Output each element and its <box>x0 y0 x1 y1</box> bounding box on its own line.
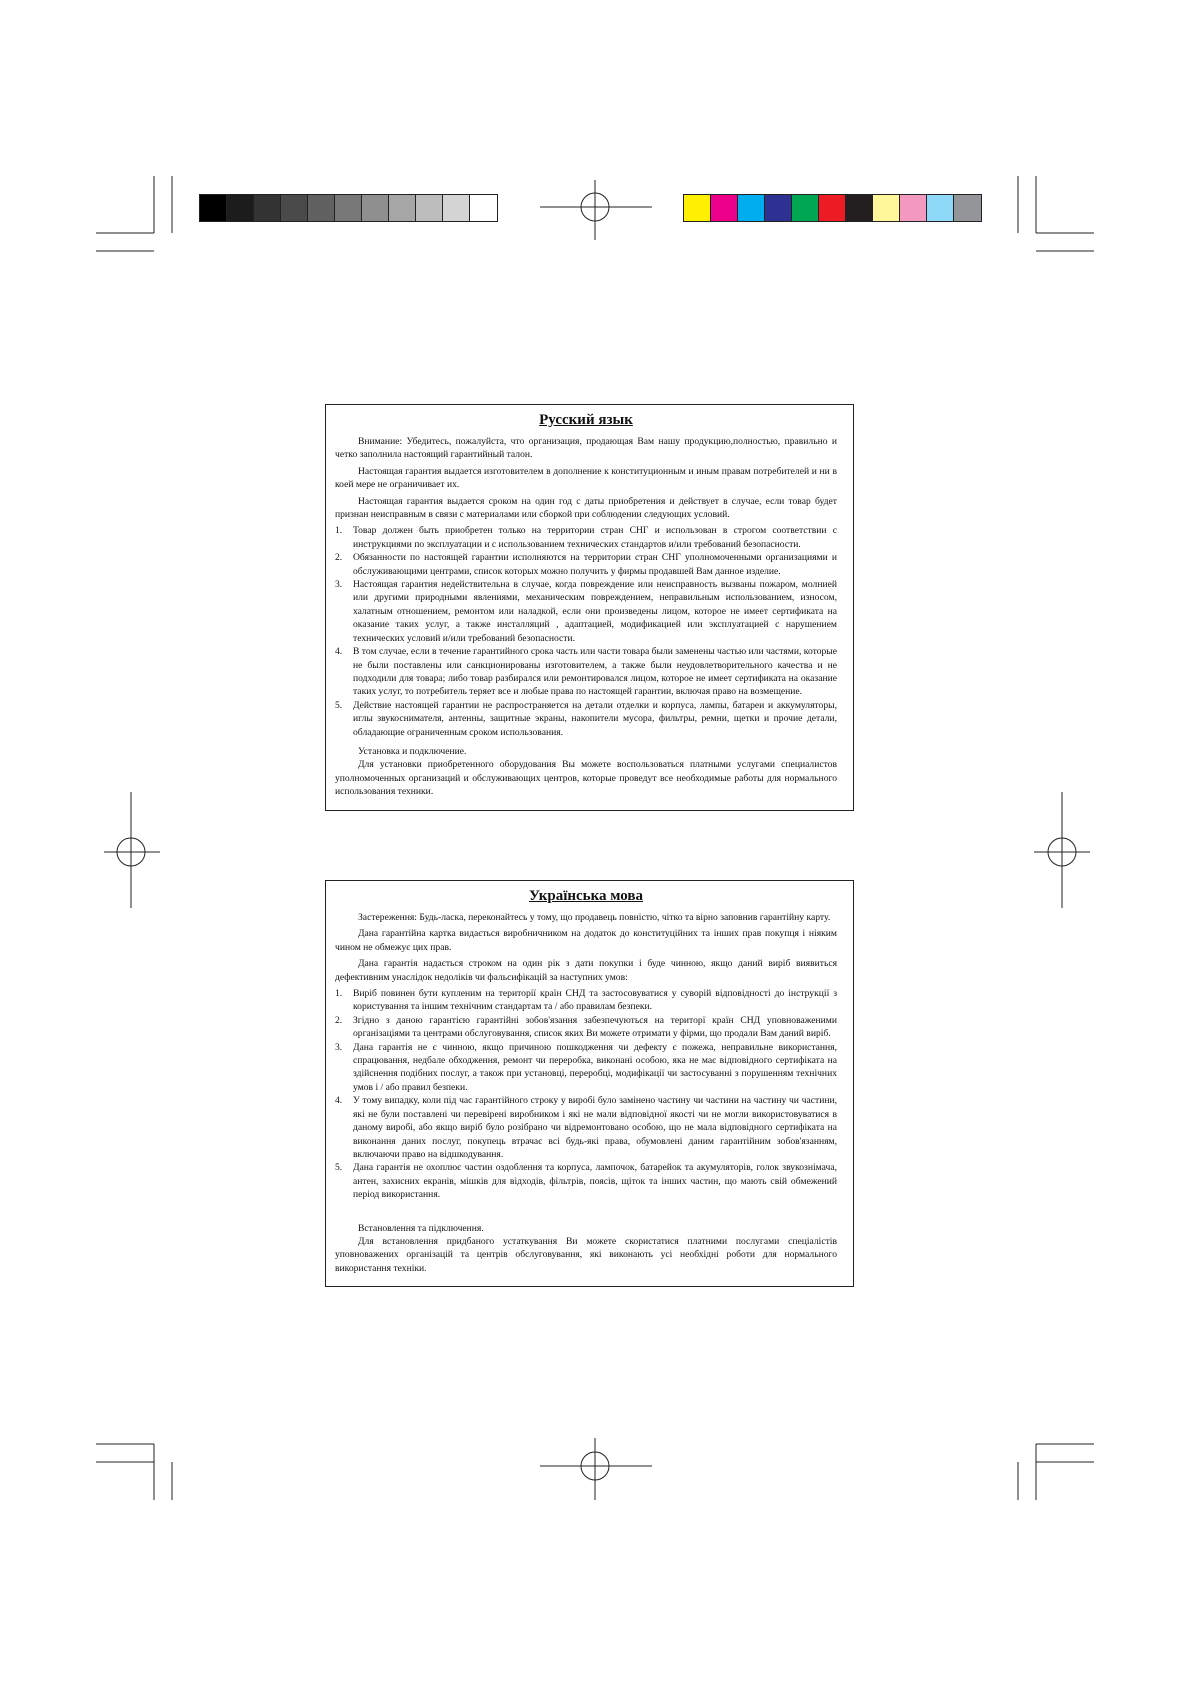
russian-title: Русский язык <box>539 412 633 428</box>
registration-target-bottom <box>540 1438 652 1500</box>
russian-install-text: Для установки приобретенного оборудования Вы можете воспользоваться платными услугами специалистов уполномоченных организаций и обслуживающих центров, которые проведут все необходимые работы для нормального использования техники. <box>335 759 837 798</box>
ukrainian-install-text: Для встановлення придбаного устаткування Ви можете скористатися платними послугами спеціалістів уповноважених організацій та центрів обслуговування, які виконають усі необхідні роботи для нормального використання техніки. <box>335 1235 837 1274</box>
registration-target-top <box>540 180 652 240</box>
registration-target-right <box>1034 792 1090 908</box>
list-item: 2. Обязанности по настоящей гарантии исполняются на территории стран СНГ уполномоченными организациями и обслуживающими центрами, список которых можно получить у фирмы продавшей Вам данное изделие. <box>335 552 837 577</box>
color-swatch <box>738 195 765 221</box>
color-swatch <box>335 195 362 221</box>
russian-intro-paragraph: Настоящая гарантия выдается изготовителем в дополнение к конституционным и иным правам потребителей и ни в коей мере не ограничивает их. <box>335 465 837 491</box>
list-item: 3. Дана гарантія не є чинною, якщо причиною пошкодження чи дефекту є пожежа, неправильне використання, спрацювання, недбале обходження, ремонт чи переробка, виконані особою, яка не має відповідного сертифіката на здійснення подібних послуг, а також при установці, переробці, модифікації чи застосуванні з порушенням технічних умов і / або правил безпеки. <box>335 1041 837 1093</box>
ukrainian-intro-paragraph: Застереження: Будь-ласка, переконайтесь у тому, що продавець повністю, чітко та вірно заповнив гарантійну карту. <box>358 912 831 923</box>
registration-target-left <box>104 792 160 908</box>
spacer <box>335 1208 837 1222</box>
ukrainian-conditions-list <box>335 987 837 1202</box>
color-swatch <box>416 195 443 221</box>
color-swatch <box>819 195 846 221</box>
color-swatch <box>443 195 470 221</box>
list-item: 3. Настоящая гарантия недействительна в случае, когда повреждение или неисправность вызваны пожаром, молнией или другими природными явлениями, механическим повреждением, неправильным использованием, износом, халатным отношением, ремонтом или наладкой, если они произведены лицом, которое не имеет сертификата на оказание таких услуг, а также инсталляций , адаптацией, модификацией или эксплуатацией с нарушением технических условий и/или требований безопасности. <box>335 579 837 644</box>
color-swatch <box>711 195 738 221</box>
color-swatch <box>362 195 389 221</box>
color-swatch <box>846 195 873 221</box>
list-item: 4. У тому випадку, коли під час гарантійного строку у виробі було замінено частину чи частини на частину чи частини, які не були поставлені чи перевірені виробником і які не мали відповідної якості чи не могли використовуватися в даному виробі, або якщо виріб було розібрано чи відремонтовано особою, що не мала відповідного сертифіката на виконання даних послуг, покупець втрачає всі будь-які права, обумовлені даним гарантійним зобов'язанням, включаючи право на відшкодування. <box>335 1095 837 1160</box>
color-swatch <box>254 195 281 221</box>
color-swatch <box>954 195 981 221</box>
color-swatch <box>227 195 254 221</box>
list-item: 1. Товар должен быть приобретен только на территории стран СНГ и использован в строгом соответствии с инструкциями по эксплуатации и с использованием технических стандартов и/или требований безопасности. <box>335 525 837 550</box>
russian-conditions-list <box>335 524 837 739</box>
list-item: 5. Действие настоящей гарантии не распространяется на детали отделки и корпуса, лампы, батареи и аккумуляторы, иглы звукоснимателя, антенны, защитные экраны, накопители мусора, фильтры, ремни, щетки и прочие детали, обладающие ограниченным сроком использования. <box>335 699 837 738</box>
ukrainian-intro-paragraph: Дана гарантійна картка видається виробничником на додаток до конституційних та інших прав покупця і ніяким чином не обмежує цих прав. <box>335 928 837 953</box>
ukrainian-warranty-panel <box>325 880 854 1287</box>
russian-intro-paragraph: Внимание: Убедитесь, пожалуйста, что организация, продающая Вам нашу продукцию,полностью, правильно и четко заполнила настоящий гарантийный талон. <box>335 436 837 461</box>
list-item: 1. Виріб повинен бути купленим на території країн СНД та застосовуватися у суворій відповідності до інструкції з користування та іншим технічним стандартам та / або правилам безпеки. <box>335 988 837 1013</box>
ukrainian-intro-paragraph: Дана гарантія надається строком на один рік з дати покупки і буде чинною, якщо даний виріб виявиться дефективним унаслідок недоліків чи фальсифікацій за наступних умов: <box>335 958 837 983</box>
color-swatch <box>200 195 227 221</box>
color-swatch <box>765 195 792 221</box>
color-swatch <box>281 195 308 221</box>
grayscale-swatch-bar <box>199 194 498 222</box>
color-swatch <box>470 195 497 221</box>
color-swatch <box>308 195 335 221</box>
color-swatch <box>927 195 954 221</box>
list-item: 4. В том случае, если в течение гарантийного срока часть или части товара были заменены частью или частями, которые не были поставлены или санкционированы изготовителем, а также были неудовлетворительного качества и не подходили для товара; либо товар разбирался или ремонтировался лицом, которое не имеет сертификата на оказание таких услуг, то потребитель теряет все и любые права по настоящей гарантии, включая право на возмещение. <box>335 646 838 698</box>
russian-warranty-panel <box>325 404 854 811</box>
color-swatch <box>873 195 900 221</box>
color-swatch <box>900 195 927 221</box>
russian-intro-paragraph: Настоящая гарантия выдается сроком на один год с даты приобретения и действует в случае, если товар будет признан неисправным в связи с материалами или сборкой при соблюдении следующих условий. <box>335 495 837 521</box>
list-item: 5. Дана гарантія не охоплює частин оздоблення та корпуса, лампочок, батарейок та акумуляторів, голок звукознімача, антен, захисних екранів, мішків для відходів, фільтрів, поясів, щіток та інших частин, що мають свій обмежений період використання. <box>335 1162 837 1201</box>
color-swatch <box>792 195 819 221</box>
ukrainian-title: Українська мова <box>528 888 644 904</box>
color-swatch-bar <box>683 194 982 222</box>
color-swatch <box>389 195 416 221</box>
russian-install-heading: Установка и подключение. <box>358 745 467 757</box>
ukrainian-install-heading: Встановлення та підключення. <box>358 1222 484 1234</box>
color-swatch <box>684 195 711 221</box>
list-item: 2. Згідно з даною гарантією гарантійні зобов'язання забезпечуються на територї країн СНД уповноваженими організаціями та центрами обслуговування, список яких Ви можете отримати у фірми, що продали Вам даний виріб. <box>335 1014 837 1040</box>
